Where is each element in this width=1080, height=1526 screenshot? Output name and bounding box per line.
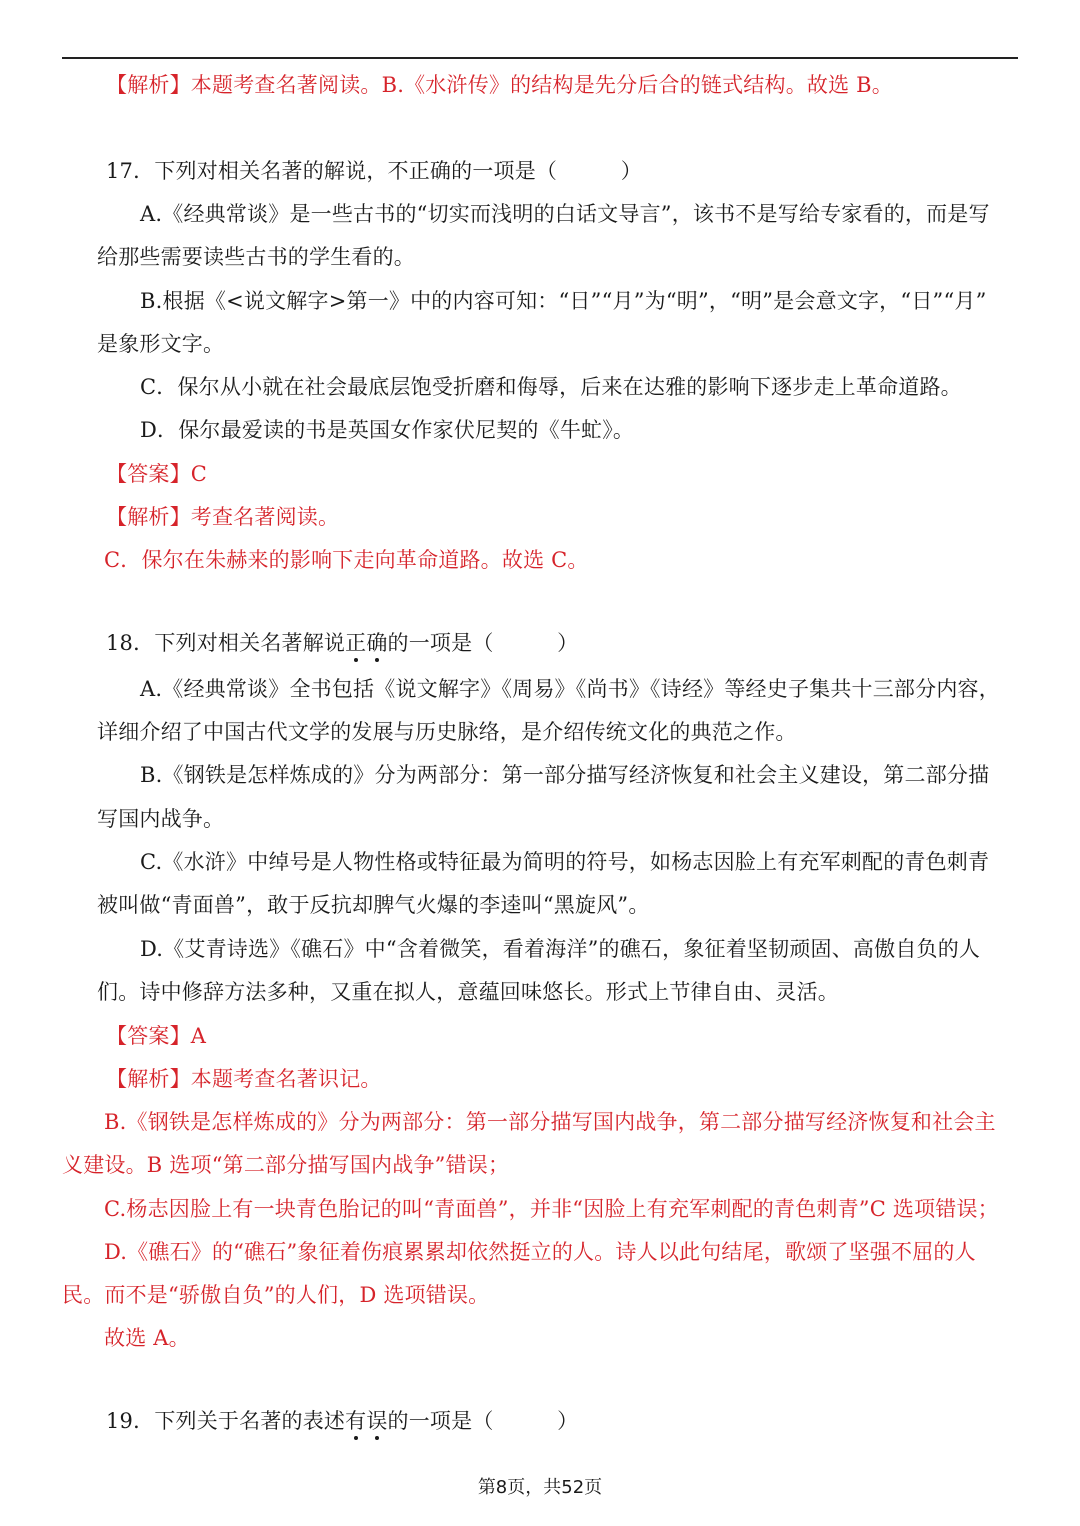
q19-stem-pre: 19．下列关于名著的表述 xyxy=(106,1409,346,1433)
q18-explanation-line5: 民。而不是“骄傲自负”的人们，D 选项错误。 xyxy=(62,1283,490,1307)
q18-explanation-line1: B.《钢铁是怎样炼成的》分为两部分：第一部分描写国内战争，第二部分描写经济恢复和社会主 xyxy=(104,1110,996,1134)
q18-explanation-line2: 义建设。B 选项“第二部分描写国内战争”错误； xyxy=(62,1153,510,1177)
q18-option-a-line1: A.《经典常谈》全书包括《说文解字》《周易》《尚书》《诗经》等经史子集共十三部分内容， xyxy=(140,677,1000,701)
q18-explanation-line3: C.杨志因脸上有一块青色胎记的叫“青面兽”，并非“因脸上有充军刺配的青色刺青”C 选项错误； xyxy=(104,1197,999,1221)
q18-option-a-line2: 详细介绍了中国古代文学的发展与历史脉络，是介绍传统文化的典范之作。 xyxy=(97,720,797,744)
q18-explanation-line4: D.《礁石》的“礁石”象征着伤痕累累却依然挺立的人。诗人以此句结尾，歌颂了坚强不屈的人 xyxy=(104,1240,976,1264)
q18-option-d-line1: D.《艾青诗选》《礁石》中“含着微笑，看着海洋”的礁石，象征着坚韧顽固、高傲自负的人 xyxy=(140,937,981,961)
q17-answer: 【答案】C xyxy=(106,462,208,486)
q18-option-c-line1: C.《水浒》中绰号是人物性格或特征最为简明的符号，如杨志因脸上有充军刺配的青色刺青 xyxy=(140,850,990,874)
q17-option-c: C．保尔从小就在社会最底层饱受折磨和侮辱，后来在达雅的影响下逐步走上革命道路。 xyxy=(140,375,962,399)
q17-explanation: C．保尔在朱赫来的影响下走向革命道路。故选 C。 xyxy=(104,548,589,572)
q19-stem xyxy=(106,1406,578,1436)
q18-stem-pre: 18．下列对相关名著解说 xyxy=(106,631,346,655)
q19-emphasis-char-2: 误 xyxy=(366,1409,388,1433)
q18-emphasis-char-2: 确 xyxy=(366,631,388,655)
q17-analysis: 【解析】考查名著阅读。 xyxy=(106,505,340,529)
q18-conclusion: 故选 A。 xyxy=(104,1326,190,1350)
q17-stem: 17．下列对相关名著的解说，不正确的一项是（ ） xyxy=(106,159,642,183)
q17-option-d: D．保尔最爱读的书是英国女作家伏尼契的《牛虻》。 xyxy=(140,418,635,442)
q19-stem-post: 的一项是（ ） xyxy=(387,1409,579,1433)
q18-answer: 【答案】A xyxy=(106,1024,207,1048)
header-rule xyxy=(62,57,1018,59)
q18-emphasis-char-1: 正 xyxy=(345,631,367,655)
q18-stem-post: 的一项是（ ） xyxy=(387,631,579,655)
q18-option-d-line2: 们。诗中修辞方法多种，又重在拟人，意蕴回味悠长。形式上节律自由、灵活。 xyxy=(97,980,839,1004)
q18-analysis: 【解析】本题考查名著识记。 xyxy=(106,1067,382,1091)
q18-option-c-line2: 被叫做“青面兽”，敢于反抗却脾气火爆的李逵叫“黑旋风”。 xyxy=(97,893,650,917)
page-number: 第8页，共52页 xyxy=(477,1477,603,1498)
q17-option-b-line1: B.根据《<说文解字>第一》中的内容可知：“日”“月”为“明”，“明”是会意文字，“日”“月” xyxy=(140,289,987,313)
q17-option-a-line2: 给那些需要读些古书的学生看的。 xyxy=(97,245,415,269)
q17-option-a-line1: A.《经典常谈》是一些古书的“切实而浅明的白话文导言”，该书不是写给专家看的，而是写 xyxy=(140,202,990,226)
q18-stem xyxy=(106,628,578,658)
q19-emphasis-char-1: 有 xyxy=(345,1409,367,1433)
top-analysis: 【解析】本题考查名著阅读。B.《水浒传》的结构是先分后合的链式结构。故选 B。 xyxy=(106,73,894,97)
q17-option-b-line2: 是象形文字。 xyxy=(97,332,225,356)
q18-option-b-line1: B.《钢铁是怎样炼成的》分为两部分：第一部分描写经济恢复和社会主义建设，第二部分描 xyxy=(140,763,990,787)
q18-option-b-line2: 写国内战争。 xyxy=(97,807,225,831)
